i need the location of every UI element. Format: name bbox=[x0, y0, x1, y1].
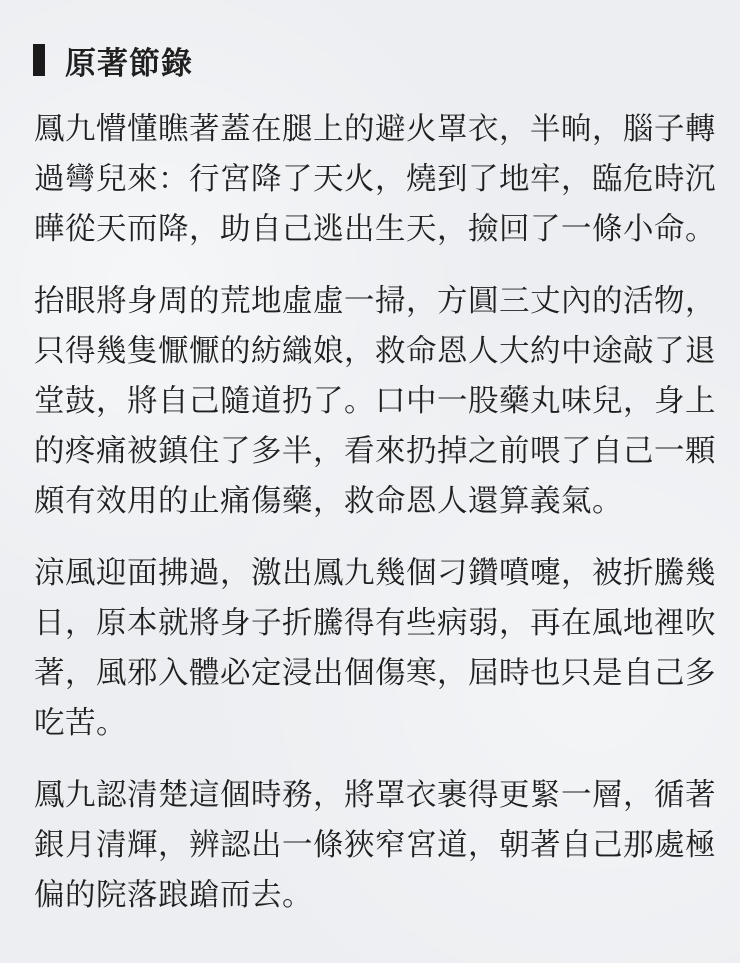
heading-text: 原著節錄 bbox=[65, 45, 193, 81]
text-line: 堂鼓，將自己隨道扔了。口中一股藥丸味兒，身上 bbox=[34, 384, 716, 418]
text-line: 銀月清輝，辨認出一條狹窄宮道，朝著自己那處極 bbox=[34, 828, 716, 862]
text-line: 鳳九認清楚這個時務，將罩衣裹得更緊一層，循著 bbox=[34, 778, 716, 812]
text-line: 抬眼將身周的荒地虛虛一掃，方圓三丈內的活物， bbox=[34, 284, 716, 318]
paragraph bbox=[34, 548, 724, 748]
paragraph bbox=[34, 276, 724, 526]
text-line: 著，風邪入體必定浸出個傷寒，屆時也只是自己多 bbox=[34, 656, 716, 690]
text-line: 涼風迎面拂過，激出鳳九幾個刁鑽噴嚏，被折騰幾 bbox=[34, 556, 716, 590]
text-line: 偏的院落踉蹌而去。 bbox=[34, 878, 313, 912]
paragraph bbox=[34, 104, 724, 254]
text-line: 過彎兒來：行宮降了天火，燒到了地牢，臨危時沉 bbox=[34, 162, 716, 196]
text-line: 只得幾隻懨懨的紡織娘，救命恩人大約中途敲了退 bbox=[34, 334, 716, 368]
heading-bar-marker bbox=[33, 44, 45, 76]
excerpt-body bbox=[34, 104, 724, 942]
text-line: 吃苦。 bbox=[34, 706, 127, 740]
text-line: 頗有效用的止痛傷藥，救命恩人還算義氣。 bbox=[34, 484, 623, 518]
text-line: 鳳九懵懂瞧著蓋在腿上的避火罩衣，半晌，腦子轉 bbox=[34, 112, 716, 146]
text-line: 的疼痛被鎮住了多半，看來扔掉之前喂了自己一顆 bbox=[34, 434, 716, 468]
text-line: 日，原本就將身子折騰得有些病弱，再在風地裡吹 bbox=[34, 606, 716, 640]
text-line: 曄從天而降，助自己逃出生天，撿回了一條小命。 bbox=[34, 212, 716, 246]
paragraph bbox=[34, 770, 724, 920]
section-heading bbox=[33, 38, 193, 82]
